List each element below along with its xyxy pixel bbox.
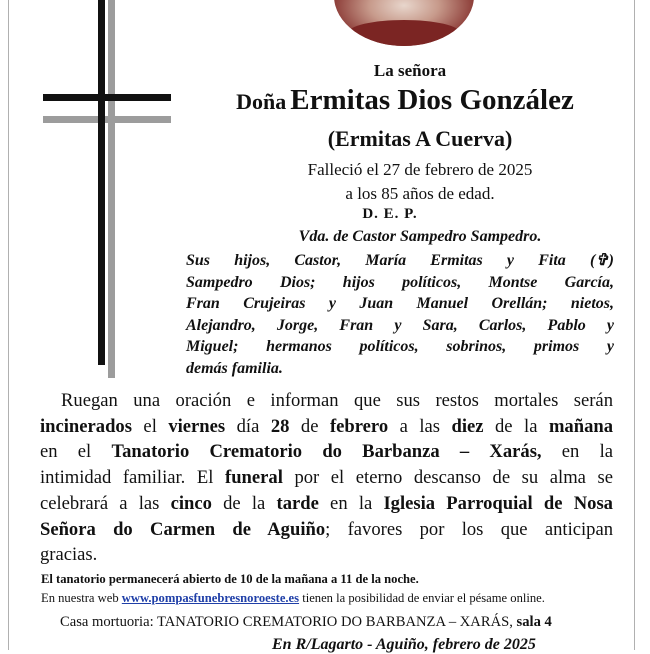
cross-vertical-shadow — [108, 0, 115, 378]
page-border-left — [8, 0, 9, 650]
death-date: Falleció el 27 de febrero de 2025 — [307, 160, 533, 179]
announcement-line: celebrará a las cinco de la tarde en la Iglesia Parroquial de Nosa — [40, 492, 613, 514]
name-prefix: Doña — [236, 89, 287, 114]
website-link[interactable]: www.pompasfunebresnoroeste.es — [121, 591, 300, 605]
place-date: En R/Lagarto - Aguiño, febrero de 2025 — [272, 636, 536, 653]
family-line: Sampedro Dios; hijos políticos, Montse García, — [186, 273, 614, 291]
announcement — [40, 388, 613, 568]
family-line: Alejandro, Jorge, Fran y Sara, Carlos, Pablo y — [186, 316, 614, 334]
announcement-line: incinerados el viernes día 28 de febrero a las diez de la mañana — [40, 415, 613, 437]
announcement-line: Ruegan una oración e informan que sus restos mortales serán — [61, 390, 613, 411]
cross-horizontal-bar — [43, 94, 171, 101]
announcement-line: intimidad familiar. El funeral por el eterno descanso de su alma se — [40, 467, 613, 489]
announcement-line: gracias. — [40, 544, 98, 566]
cross-horizontal-shadow — [43, 116, 171, 123]
family-line: Miguel; hermanos políticos, sobrinos, primos y — [186, 338, 614, 356]
online-condolence-note: En nuestra web www.pompasfunebresnoroeste.es tienen la posibilidad de enviar el pésame online. — [41, 591, 545, 605]
funeral-home-line: Casa mortuoria: TANATORIO CREMATORIO DO BARBANZA – XARÁS, sala 4 — [60, 614, 552, 630]
family-list — [186, 250, 614, 380]
deceased-name — [170, 84, 640, 117]
widow-of: Vda. de Castor Sampedro Sampedro. — [298, 228, 542, 245]
intro-text: La señora — [373, 61, 447, 80]
announcement-line: en el Tanatorio Crematorio do Barbanza – Xarás, en la — [40, 441, 614, 463]
announcement-line: Señora do Carmen de Aguiño; favores por los que anticipan — [40, 518, 613, 540]
deceased-portrait — [334, 0, 474, 46]
portrait-scarf — [348, 20, 460, 46]
family-line: Sus hijos, Castor, María Ermitas y Fita (✞) — [186, 252, 614, 269]
dep-text: D. E. P. — [362, 206, 418, 222]
viewing-hours-note: El tanatorio permanecerá abierto de 10 de la mañana a 11 de la noche. — [41, 572, 419, 586]
nickname: (Ermitas A Cuerva) — [327, 126, 513, 151]
cross-vertical-bar — [98, 0, 105, 365]
age-text: a los 85 años de edad. — [345, 184, 495, 203]
family-line: Fran Crujeiras y Juan Manuel Orellán; nietos, — [186, 295, 614, 313]
name-main: Ermitas Dios González — [290, 84, 574, 116]
family-line: demás familia. — [186, 359, 283, 377]
